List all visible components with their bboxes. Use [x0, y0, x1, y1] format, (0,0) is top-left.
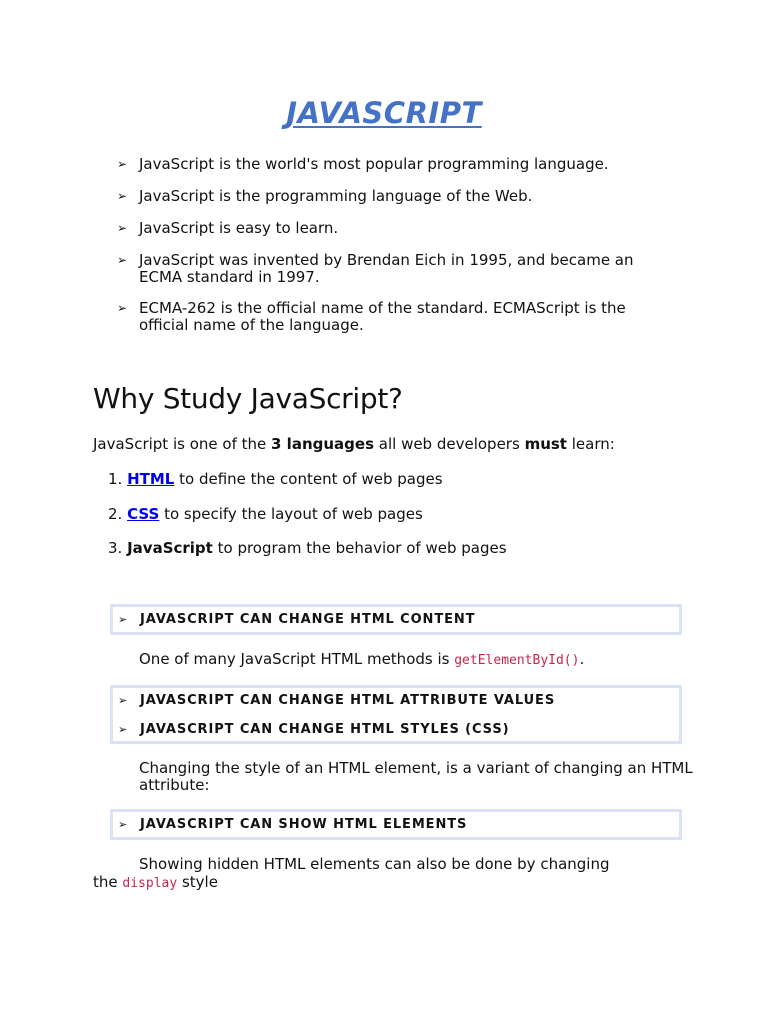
list-item-css: 2. CSS to specify the layout of web pages	[108, 505, 423, 523]
arrow-bullet-icon: ➢	[117, 157, 128, 171]
bullet-text: JavaScript is easy to learn.	[139, 219, 339, 237]
arrow-bullet-icon: ➢	[118, 694, 129, 707]
show-paragraph-line2: the display style	[93, 873, 218, 891]
bullet-text: ECMA-262 is the official name of the standard. ECMAScript is the official name of the language.	[139, 299, 626, 334]
bullet-text: JavaScript is the world's most popular programming language.	[139, 155, 609, 173]
section-box-attributes-styles	[110, 685, 682, 744]
arrow-bullet-icon: ➢	[117, 253, 128, 267]
list-item-javascript: 3. JavaScript to program the behavior of web pages	[108, 539, 507, 557]
arrow-bullet-icon: ➢	[117, 221, 128, 235]
section-heading: ➢ JAVASCRIPT CAN CHANGE HTML ATTRIBUTE VALUES	[118, 693, 556, 708]
html-link[interactable]: HTML	[127, 470, 175, 488]
javascript-term: JavaScript	[127, 539, 213, 557]
show-paragraph-line1: Showing hidden HTML elements can also be done by changing	[139, 855, 610, 873]
section-heading: ➢ JAVASCRIPT CAN CHANGE HTML STYLES (CSS)	[118, 722, 510, 737]
code-snippet: getElementById()	[454, 653, 580, 668]
list-item-html: 1. HTML to define the content of web pages	[108, 470, 443, 488]
arrow-bullet-icon: ➢	[118, 723, 129, 736]
arrow-bullet-icon: ➢	[117, 189, 128, 203]
section-heading: ➢ JAVASCRIPT CAN SHOW HTML ELEMENTS	[118, 817, 468, 832]
intro-paragraph: JavaScript is one of the 3 languages all web developers must learn:	[93, 435, 615, 453]
arrow-bullet-icon: ➢	[117, 301, 128, 315]
css-link[interactable]: CSS	[127, 505, 160, 523]
styles-paragraph: Changing the style of an HTML element, is a variant of changing an HTML attribute:	[139, 759, 693, 794]
section-box-content	[110, 604, 682, 635]
page-title: JAVASCRIPT	[286, 96, 482, 130]
code-snippet: display	[122, 876, 178, 891]
section-heading: Why Study JavaScript?	[93, 382, 403, 415]
section-heading: ➢ JAVASCRIPT CAN CHANGE HTML CONTENT	[118, 612, 476, 627]
section-box-show	[110, 809, 682, 840]
arrow-bullet-icon: ➢	[118, 818, 129, 831]
content-paragraph: One of many JavaScript HTML methods is getElementById().	[139, 650, 585, 668]
bullet-text: JavaScript is the programming language of the Web.	[139, 187, 533, 205]
arrow-bullet-icon: ➢	[118, 613, 129, 626]
emphasis: must	[524, 435, 567, 453]
bullet-text: JavaScript was invented by Brendan Eich in 1995, and became an ECMA standard in 1997.	[139, 251, 634, 286]
emphasis: 3 languages	[271, 435, 374, 453]
